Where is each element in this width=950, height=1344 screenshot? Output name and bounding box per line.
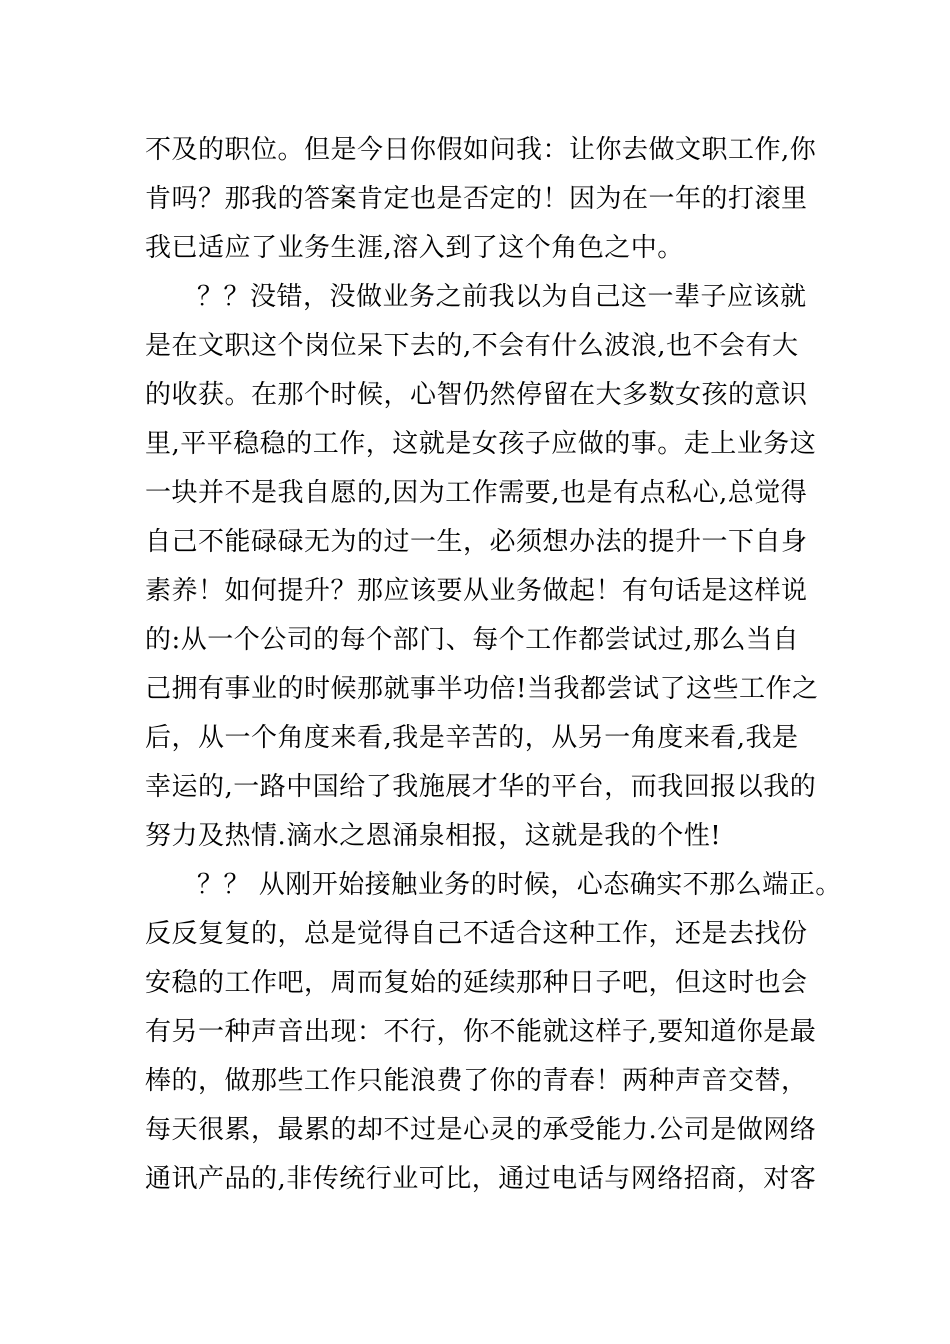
paragraph-start-line: ？？ 从刚开始接触业务的时候，心态确实不那么端正。 [197, 870, 842, 900]
text-line: 幸运的,一路中国给了我施展才华的平台，而我回报以我的 [145, 772, 817, 802]
text-line: 里,平平稳稳的工作，这就是女孩子应做的事。走上业务这 [145, 429, 817, 459]
text-line: 通讯产品的,非传统行业可比，通过电话与网络招商，对客 [145, 1164, 817, 1194]
document-body [145, 126, 845, 1204]
paragraph-start-line: ？？没错，没做业务之前我以为自己这一辈子应该就 [197, 282, 807, 312]
text-line: 每天很累，最累的却不过是心灵的承受能力.公司是做网络 [145, 1115, 817, 1145]
text-line: 有另一种声音出现：不行，你不能就这样子,要知道你是最 [145, 1017, 817, 1047]
text-line: 我已适应了业务生涯,溶入到了这个角色之中。 [145, 233, 684, 263]
text-line: 后，从一个角度来看,我是辛苦的，从另一角度来看,我是 [145, 723, 799, 753]
text-line: 反反复复的，总是觉得自己不适合这种工作，还是去找份 [145, 919, 808, 949]
text-line: 不及的职位。但是今日你假如问我：让你去做文职工作,你 [145, 135, 817, 165]
text-line: 一块并不是我自愿的,因为工作需要,也是有点私心,总觉得 [145, 478, 808, 508]
text-line: 己拥有事业的时候那就事半功倍!当我都尝试了这些工作之 [145, 674, 819, 704]
text-line: 自己不能碌碌无为的过一生，必须想办法的提升一下自身 [145, 527, 808, 557]
text-line: 的收获。在那个时候，心智仍然停留在大多数女孩的意识 [145, 380, 808, 410]
text-line: 素养！如何提升？那应该要从业务做起！有句话是这样说 [145, 576, 808, 606]
text-line: 安稳的工作吧，周而复始的延续那种日子吧，但这时也会 [145, 968, 808, 998]
text-line: 努力及热情.滴水之恩涌泉相报，这就是我的个性! [145, 821, 722, 851]
text-line: 棒的，做那些工作只能浪费了你的青春！两种声音交替， [145, 1066, 808, 1096]
text-line: 是在文职这个岗位呆下去的,不会有什么波浪,也不会有大 [145, 331, 799, 361]
text-line: 肯吗？那我的答案肯定也是否定的！因为在一年的打滚里 [145, 184, 808, 214]
text-line: 的:从一个公司的每个部门、每个工作都尝试过,那么当自 [145, 625, 800, 655]
